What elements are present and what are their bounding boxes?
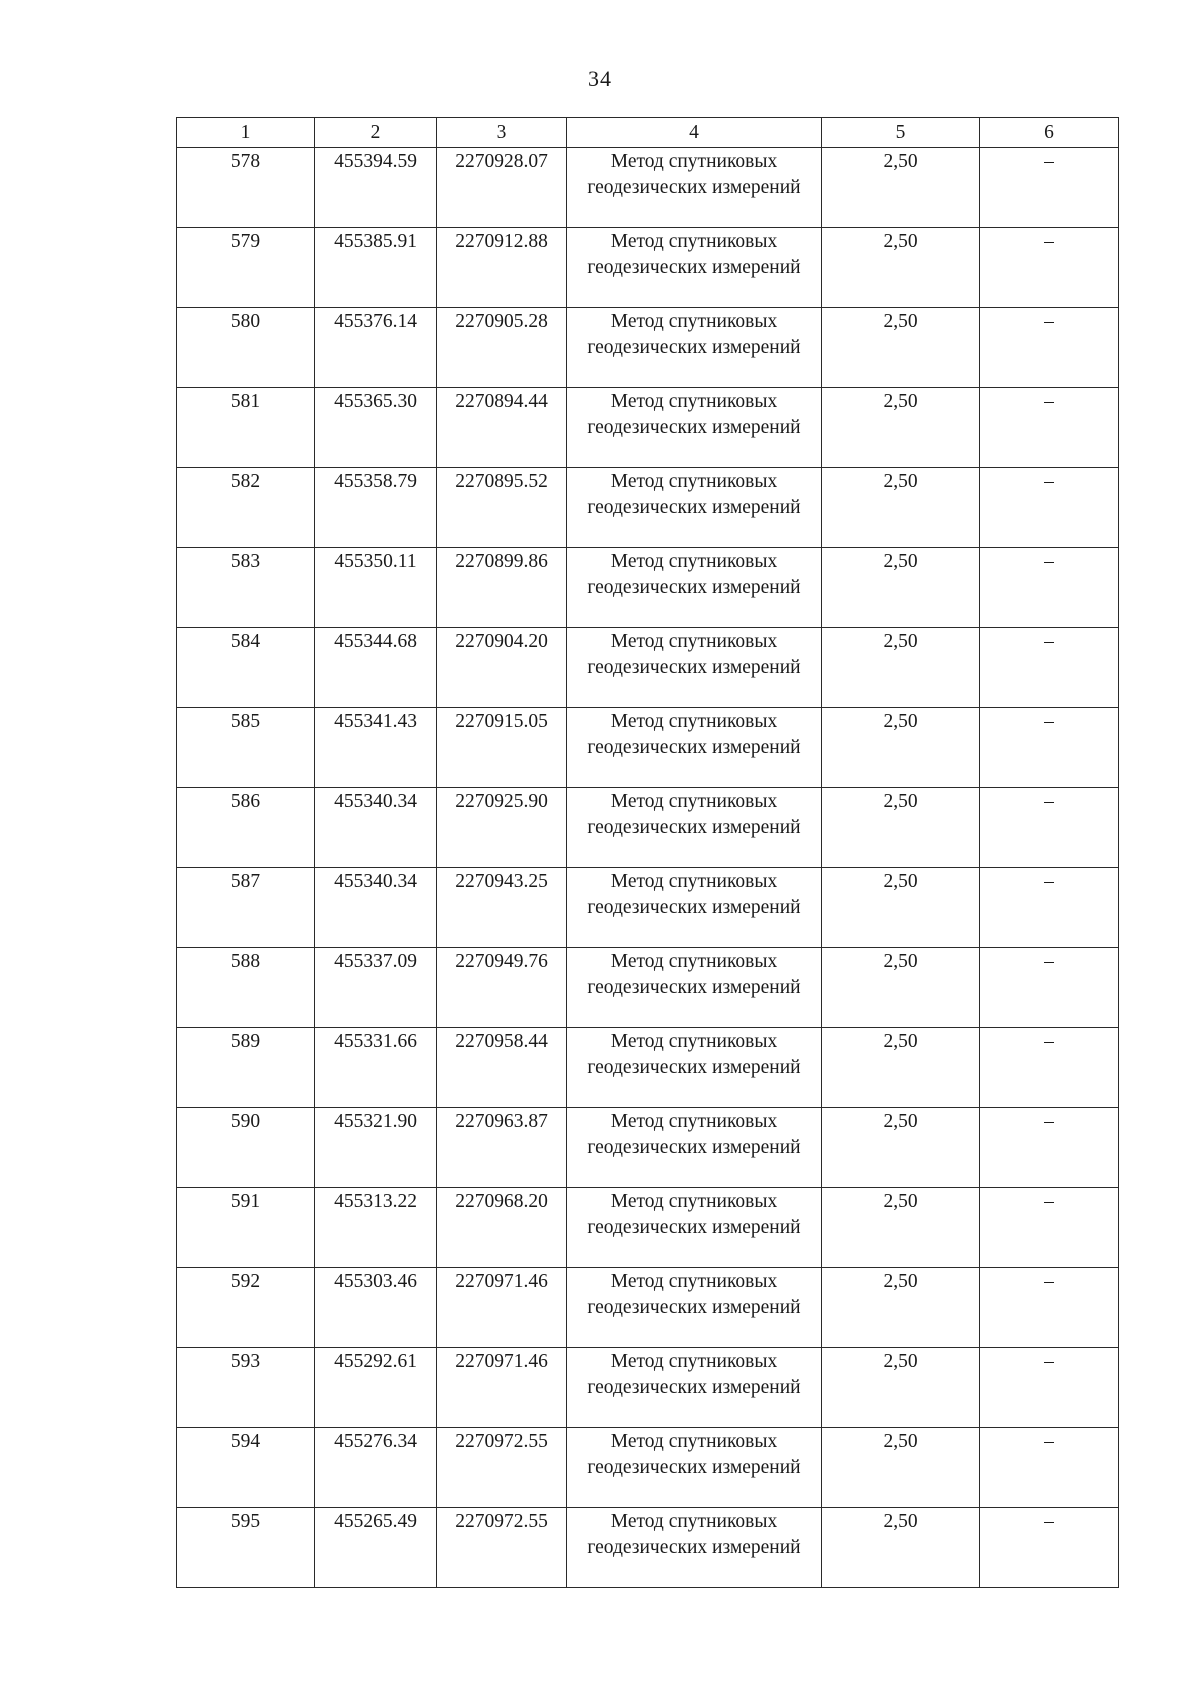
x-coordinate-cell: 455321.90 bbox=[315, 1108, 437, 1188]
y-coordinate-cell: 2270915.05 bbox=[437, 708, 567, 788]
accuracy-cell: 2,50 bbox=[822, 868, 980, 948]
y-coordinate-cell: 2270971.46 bbox=[437, 1268, 567, 1348]
accuracy-cell: 2,50 bbox=[822, 708, 980, 788]
determination-method-cell: Метод спутниковых геодезических измерений bbox=[567, 468, 822, 548]
table-row bbox=[177, 228, 1119, 308]
note-cell: – bbox=[980, 1508, 1119, 1588]
y-coordinate-cell: 2270905.28 bbox=[437, 308, 567, 388]
point-number-cell: 593 bbox=[177, 1348, 315, 1428]
determination-method-cell: Метод спутниковых геодезических измерений bbox=[567, 1428, 822, 1508]
note-cell: – bbox=[980, 468, 1119, 548]
table-row bbox=[177, 148, 1119, 228]
accuracy-cell: 2,50 bbox=[822, 1428, 980, 1508]
column-header-4: 4 bbox=[567, 118, 822, 148]
accuracy-cell: 2,50 bbox=[822, 468, 980, 548]
coordinates-table bbox=[176, 117, 1119, 1588]
accuracy-cell: 2,50 bbox=[822, 1348, 980, 1428]
column-header-2: 2 bbox=[315, 118, 437, 148]
x-coordinate-cell: 455365.30 bbox=[315, 388, 437, 468]
point-number-cell: 585 bbox=[177, 708, 315, 788]
column-header-6: 6 bbox=[980, 118, 1119, 148]
point-number-cell: 590 bbox=[177, 1108, 315, 1188]
table-row bbox=[177, 388, 1119, 468]
note-cell: – bbox=[980, 228, 1119, 308]
y-coordinate-cell: 2270912.88 bbox=[437, 228, 567, 308]
x-coordinate-cell: 455276.34 bbox=[315, 1428, 437, 1508]
point-number-cell: 582 bbox=[177, 468, 315, 548]
accuracy-cell: 2,50 bbox=[822, 948, 980, 1028]
point-number-cell: 583 bbox=[177, 548, 315, 628]
x-coordinate-cell: 455341.43 bbox=[315, 708, 437, 788]
accuracy-cell: 2,50 bbox=[822, 1268, 980, 1348]
note-cell: – bbox=[980, 788, 1119, 868]
y-coordinate-cell: 2270925.90 bbox=[437, 788, 567, 868]
note-cell: – bbox=[980, 308, 1119, 388]
table-row bbox=[177, 708, 1119, 788]
accuracy-cell: 2,50 bbox=[822, 1508, 980, 1588]
determination-method-cell: Метод спутниковых геодезических измерений bbox=[567, 788, 822, 868]
table-header bbox=[177, 118, 1119, 148]
y-coordinate-cell: 2270971.46 bbox=[437, 1348, 567, 1428]
accuracy-cell: 2,50 bbox=[822, 308, 980, 388]
y-coordinate-cell: 2270899.86 bbox=[437, 548, 567, 628]
note-cell: – bbox=[980, 1188, 1119, 1268]
x-coordinate-cell: 455331.66 bbox=[315, 1028, 437, 1108]
point-number-cell: 592 bbox=[177, 1268, 315, 1348]
y-coordinate-cell: 2270972.55 bbox=[437, 1508, 567, 1588]
header-row bbox=[177, 118, 1119, 148]
x-coordinate-cell: 455385.91 bbox=[315, 228, 437, 308]
table-row bbox=[177, 628, 1119, 708]
x-coordinate-cell: 455344.68 bbox=[315, 628, 437, 708]
y-coordinate-cell: 2270928.07 bbox=[437, 148, 567, 228]
y-coordinate-cell: 2270904.20 bbox=[437, 628, 567, 708]
x-coordinate-cell: 455337.09 bbox=[315, 948, 437, 1028]
table-row bbox=[177, 868, 1119, 948]
x-coordinate-cell: 455376.14 bbox=[315, 308, 437, 388]
table-row bbox=[177, 468, 1119, 548]
note-cell: – bbox=[980, 148, 1119, 228]
note-cell: – bbox=[980, 948, 1119, 1028]
note-cell: – bbox=[980, 388, 1119, 468]
determination-method-cell: Метод спутниковых геодезических измерений bbox=[567, 1188, 822, 1268]
determination-method-cell: Метод спутниковых геодезических измерений bbox=[567, 1028, 822, 1108]
determination-method-cell: Метод спутниковых геодезических измерений bbox=[567, 708, 822, 788]
note-cell: – bbox=[980, 868, 1119, 948]
determination-method-cell: Метод спутниковых геодезических измерений bbox=[567, 628, 822, 708]
point-number-cell: 578 bbox=[177, 148, 315, 228]
point-number-cell: 587 bbox=[177, 868, 315, 948]
table-row bbox=[177, 1428, 1119, 1508]
x-coordinate-cell: 455313.22 bbox=[315, 1188, 437, 1268]
point-number-cell: 589 bbox=[177, 1028, 315, 1108]
table-row bbox=[177, 948, 1119, 1028]
column-header-1: 1 bbox=[177, 118, 315, 148]
y-coordinate-cell: 2270949.76 bbox=[437, 948, 567, 1028]
table-row bbox=[177, 1108, 1119, 1188]
accuracy-cell: 2,50 bbox=[822, 1028, 980, 1108]
determination-method-cell: Метод спутниковых геодезических измерений bbox=[567, 308, 822, 388]
note-cell: – bbox=[980, 708, 1119, 788]
x-coordinate-cell: 455265.49 bbox=[315, 1508, 437, 1588]
table-row bbox=[177, 548, 1119, 628]
point-number-cell: 584 bbox=[177, 628, 315, 708]
accuracy-cell: 2,50 bbox=[822, 548, 980, 628]
determination-method-cell: Метод спутниковых геодезических измерений bbox=[567, 148, 822, 228]
determination-method-cell: Метод спутниковых геодезических измерений bbox=[567, 228, 822, 308]
point-number-cell: 591 bbox=[177, 1188, 315, 1268]
column-header-3: 3 bbox=[437, 118, 567, 148]
y-coordinate-cell: 2270895.52 bbox=[437, 468, 567, 548]
determination-method-cell: Метод спутниковых геодезических измерений bbox=[567, 1508, 822, 1588]
y-coordinate-cell: 2270968.20 bbox=[437, 1188, 567, 1268]
accuracy-cell: 2,50 bbox=[822, 228, 980, 308]
point-number-cell: 595 bbox=[177, 1508, 315, 1588]
x-coordinate-cell: 455340.34 bbox=[315, 868, 437, 948]
note-cell: – bbox=[980, 1348, 1119, 1428]
note-cell: – bbox=[980, 1268, 1119, 1348]
x-coordinate-cell: 455340.34 bbox=[315, 788, 437, 868]
accuracy-cell: 2,50 bbox=[822, 788, 980, 868]
note-cell: – bbox=[980, 548, 1119, 628]
table-row bbox=[177, 308, 1119, 388]
accuracy-cell: 2,50 bbox=[822, 628, 980, 708]
y-coordinate-cell: 2270958.44 bbox=[437, 1028, 567, 1108]
point-number-cell: 580 bbox=[177, 308, 315, 388]
determination-method-cell: Метод спутниковых геодезических измерений bbox=[567, 1348, 822, 1428]
page-number: 34 bbox=[588, 66, 612, 91]
point-number-cell: 579 bbox=[177, 228, 315, 308]
table-row bbox=[177, 1188, 1119, 1268]
table-body bbox=[177, 148, 1119, 1588]
table-row bbox=[177, 1508, 1119, 1588]
table-row bbox=[177, 1268, 1119, 1348]
point-number-cell: 586 bbox=[177, 788, 315, 868]
accuracy-cell: 2,50 bbox=[822, 388, 980, 468]
column-header-5: 5 bbox=[822, 118, 980, 148]
accuracy-cell: 2,50 bbox=[822, 1188, 980, 1268]
table-row bbox=[177, 1028, 1119, 1108]
y-coordinate-cell: 2270972.55 bbox=[437, 1428, 567, 1508]
note-cell: – bbox=[980, 628, 1119, 708]
x-coordinate-cell: 455394.59 bbox=[315, 148, 437, 228]
determination-method-cell: Метод спутниковых геодезических измерений bbox=[567, 868, 822, 948]
point-number-cell: 588 bbox=[177, 948, 315, 1028]
y-coordinate-cell: 2270963.87 bbox=[437, 1108, 567, 1188]
point-number-cell: 594 bbox=[177, 1428, 315, 1508]
y-coordinate-cell: 2270943.25 bbox=[437, 868, 567, 948]
table-row bbox=[177, 1348, 1119, 1428]
point-number-cell: 581 bbox=[177, 388, 315, 468]
note-cell: – bbox=[980, 1028, 1119, 1108]
y-coordinate-cell: 2270894.44 bbox=[437, 388, 567, 468]
determination-method-cell: Метод спутниковых геодезических измерений bbox=[567, 388, 822, 468]
accuracy-cell: 2,50 bbox=[822, 148, 980, 228]
determination-method-cell: Метод спутниковых геодезических измерений bbox=[567, 1108, 822, 1188]
x-coordinate-cell: 455350.11 bbox=[315, 548, 437, 628]
determination-method-cell: Метод спутниковых геодезических измерений bbox=[567, 1268, 822, 1348]
x-coordinate-cell: 455303.46 bbox=[315, 1268, 437, 1348]
x-coordinate-cell: 455358.79 bbox=[315, 468, 437, 548]
determination-method-cell: Метод спутниковых геодезических измерений bbox=[567, 548, 822, 628]
note-cell: – bbox=[980, 1108, 1119, 1188]
determination-method-cell: Метод спутниковых геодезических измерений bbox=[567, 948, 822, 1028]
accuracy-cell: 2,50 bbox=[822, 1108, 980, 1188]
table-row bbox=[177, 788, 1119, 868]
note-cell: – bbox=[980, 1428, 1119, 1508]
x-coordinate-cell: 455292.61 bbox=[315, 1348, 437, 1428]
